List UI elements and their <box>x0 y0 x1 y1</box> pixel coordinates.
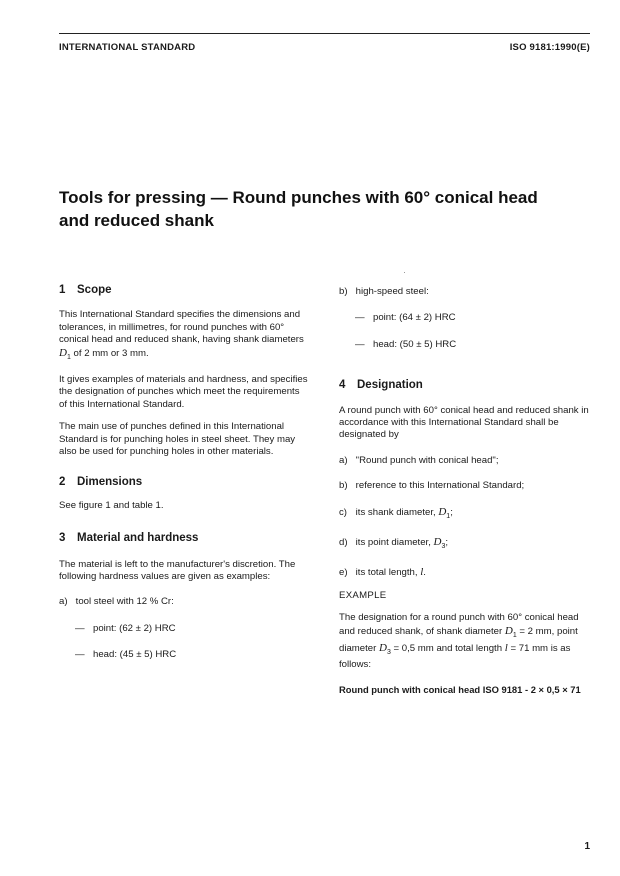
scope-paragraph-2: It gives examples of materials and hardness, and specifies the designation of punches which meet the requirements of this International Standard. <box>59 373 308 410</box>
standard-number: ISO 9181:1990(E) <box>509 42 590 53</box>
section-scope-heading: 1 Scope <box>59 284 112 296</box>
material-a-point: — point: (62 ± 2) HRC <box>75 622 176 634</box>
scope-paragraph-3: The main use of punches defined in this International Standard is for punching holes in steel sheet. They may also be used for punching holes in other materials. <box>59 421 296 457</box>
title-line-1: Tools for pressing — Round punches with 60° conical head <box>59 188 538 207</box>
designation-item-e: e) its total length, l. <box>339 566 426 579</box>
designation-paragraph: A round punch with 60° conical head and reduced shank in accordance with this International Standard shall be designated by <box>339 404 589 441</box>
example-paragraph: The designation for a round punch with 60° conical head and reduced shank, of shank diameter $D_1 = 2$ mm, point diameter $D_3 = 0,5$ mm and total length l = 71 mm is as follows: <box>339 612 579 671</box>
stray-mark <box>404 272 405 273</box>
designation-item-b: b) reference to this International Standard; <box>339 480 525 492</box>
designation-example-line: Round punch with conical head ISO 9181 - 2 × 0,5 × 71 <box>339 683 581 695</box>
title-line-2: and reduced shank <box>59 211 214 230</box>
designation-item-a: a) "Round punch with conical head"; <box>339 454 499 466</box>
section-material-heading: 3 Material and hardness <box>59 532 199 545</box>
section-designation-heading: 4 Designation <box>339 379 423 392</box>
material-b-point: — point: (64 ± 2) HRC <box>355 312 456 324</box>
dimensions-paragraph: See figure 1 and table 1. <box>59 499 164 511</box>
right-column <box>339 286 589 696</box>
example-label: EXAMPLE <box>339 589 387 601</box>
header-rule <box>59 33 590 34</box>
standard-type-label: INTERNATIONAL STANDARD <box>59 42 196 53</box>
scope-paragraph-1: This International Standard specifies the dimensions and tolerances, in millimetres, for round punches with 60° conical head and reduced shank, having shank diameters $D_1$ of 2 mm or 3 mm. <box>59 309 304 361</box>
material-item-a: a) tool steel with 12 % Cr: <box>59 596 174 608</box>
designation-item-d: d) its point diameter, $D_3$; <box>339 535 449 550</box>
designation-item-c: c) its shank diameter, $D_1$; <box>339 505 453 520</box>
section-dimensions-heading: 2 Dimensions <box>59 476 143 489</box>
material-b-head: — head: (50 ± 5) HRC <box>355 338 457 350</box>
material-a-head: — head: (45 ± 5) HRC <box>75 649 177 661</box>
material-paragraph: The material is left to the manufacturer's discretion. The following hardness values are given as examples: <box>59 558 296 582</box>
document-title <box>59 186 579 232</box>
page-number: 1 <box>584 841 590 852</box>
material-item-b: b) high-speed steel: <box>339 286 429 297</box>
left-column <box>59 284 309 662</box>
